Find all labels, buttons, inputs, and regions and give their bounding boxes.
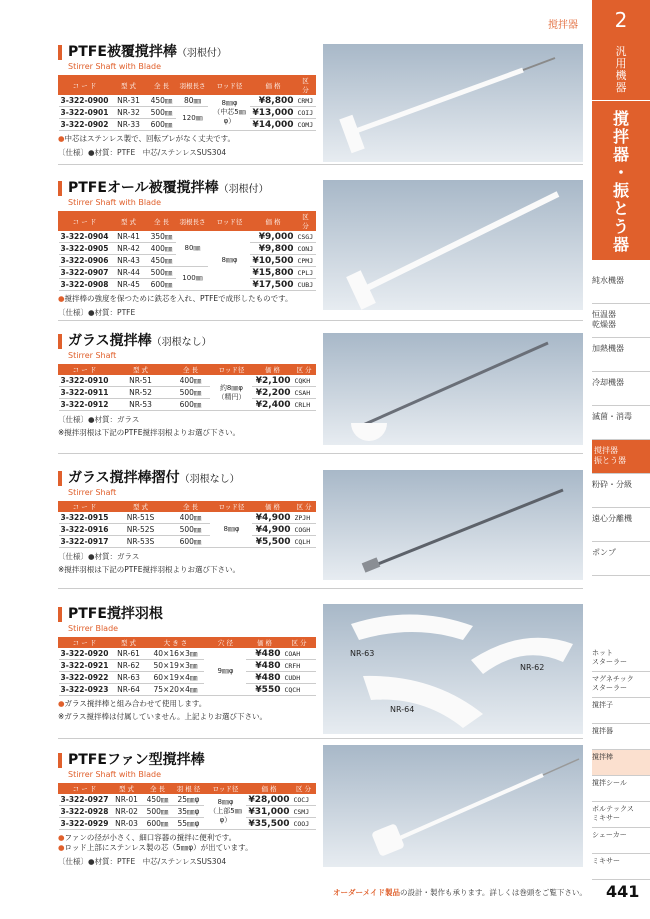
product-table: コ ー ド 型 式 全 長 羽根長さ ロッド径 価 格 区 分 3-322-0900 NR-31 450㎜ 80㎜ 8㎜φ （中芯5㎜φ） ¥8,800 CRMJ 3-322-0901 NR-32 500㎜ 120㎜ ¥13,000 COIJ 3-322-0902 NR-33 600㎜ ¥14,000 COMJ — [58, 75, 316, 131]
table-row: 3-322-0915 NR-51S 400㎜ 8㎜φ ¥4,900 ZPJH — [59, 512, 316, 524]
note-extra: ※撹拌羽根は下記のPTFE撹拌羽根よりお選び下さい。 — [58, 565, 240, 574]
header-category: 撹拌器 — [548, 20, 578, 31]
table-row: 3-322-0908 NR-45 600㎜ ¥17,500 CUBJ — [59, 279, 316, 291]
section-number: 2 — [592, 0, 650, 40]
side-nav-sub-item[interactable]: 撹拌シール — [592, 776, 650, 802]
side-nav-sub-item[interactable]: ボルテックス ミキサー — [592, 802, 650, 828]
product-table: コ ー ド 型 式 全 長 羽 根 径 ロッド径 価 格 区 分 3-322-0927 NR-01 450㎜ 25㎜φ 8㎜φ （上部5㎜φ） ¥28,000 COCJ 3-322-0928 NR-02 500㎜ 35㎜φ ¥31,000 CSMJ 3-322-0929 NR-03 600㎜ 55㎜φ ¥35,500 COOJ — [58, 783, 316, 830]
glass-rod-image — [323, 333, 583, 445]
side-nav-item[interactable]: 冷却機器 — [592, 372, 650, 406]
table-row: 3-322-0920 NR-61 40×16×3㎜ 9㎜φ ¥480 COAH — [59, 648, 316, 660]
section-title: PTFEオール被覆撹拌棒（羽根付） — [58, 180, 583, 197]
table-row: 3-322-0921 NR-62 50×19×3㎜ ¥480 CRFH — [59, 660, 316, 672]
note: ●ガラス撹拌棒と組み合わせて使用します。 — [58, 699, 207, 708]
chapter-tab[interactable] — [592, 40, 650, 260]
table-row: 3-322-0923 NR-64 75×20×4㎜ ¥550 CQCH — [59, 684, 316, 696]
note: ●ファンの径が小さく、細口容器の撹拌に便利です。 — [58, 833, 237, 842]
tab-main-label: 撹 拌 器 ・ 振 と う 器 — [612, 109, 629, 254]
spec: 〔仕様〕●材質：PTFE 中芯/ステンレスSUS304 — [58, 857, 227, 866]
spec: 〔仕様〕●材質：PTFE — [58, 308, 136, 317]
table-row: 3-322-0901 NR-32 500㎜ 120㎜ ¥13,000 COIJ — [59, 107, 316, 119]
side-nav-sub-item[interactable]: 撹拌器 — [592, 724, 650, 750]
product-photo-ptfe-coated — [323, 44, 583, 162]
table-row: 3-322-0912 NR-53 600㎜ ¥2,400 CRLH — [59, 399, 316, 411]
side-nav — [592, 270, 650, 576]
note: ●撹拌棒の強度を保つために鉄芯を入れ、PTFEで成形したものです。 — [58, 294, 293, 303]
table-row: 3-322-0916 NR-52S 500㎜ ¥4,900 COGH — [59, 524, 316, 536]
side-nav-item[interactable]: ポンプ — [592, 542, 650, 576]
side-nav-item[interactable]: 撹拌器 振とう器 — [592, 440, 650, 474]
side-nav-sub-item[interactable]: ミキサー — [592, 854, 650, 880]
side-nav-sub-item[interactable]: 撹拌子 — [592, 698, 650, 724]
table-row: 3-322-0922 NR-63 60×19×4㎜ ¥480 CUDH — [59, 672, 316, 684]
table-row: 3-322-0911 NR-52 500㎜ ¥2,200 CSAH — [59, 387, 316, 399]
product-photo-fan — [323, 745, 583, 867]
side-nav-sub-item[interactable]: 撹拌棒 — [592, 750, 650, 776]
note: ●中芯はステンレス製で、回転ブレがなく丈夫です。 — [58, 134, 236, 143]
product-table: コ ー ド 型 式 全 長 羽根長さ ロッド径 価 格 区 分 3-322-0904 NR-41 350㎜ 80㎜ 8㎜φ ¥9,000 CSGJ 3-322-0905 NR-42 400㎜ ¥9,800 CONJ 3-322-0906 NR-43 450㎜ ¥10,500 CPMJ 3-322-0907 NR-44 500㎜ 100㎜ ¥15,800 CPLJ 3-322-0908 NR-45 600㎜ ¥17,500 CUBJ — [58, 211, 316, 291]
section-title: PTFE撹拌羽根 — [58, 606, 583, 623]
table-row: 3-322-0917 NR-53S 600㎜ ¥5,500 CQLH — [59, 536, 316, 548]
table-row: 3-322-0927 NR-01 450㎜ 25㎜φ 8㎜φ （上部5㎜φ） ¥28,000 COCJ — [59, 794, 316, 806]
product-photo-glass-rod-ground — [323, 470, 583, 580]
section-title: ガラス撹拌棒（羽根なし） — [58, 333, 583, 350]
glass-rod-image — [323, 470, 583, 580]
fan-rod-image — [323, 745, 583, 867]
tab-sub-label: 汎 用 機 器 — [592, 46, 650, 101]
footer-note: オーダーメイド製品の設計・製作も承ります。詳しくは巻頭をご覧下さい。 — [333, 888, 587, 897]
section-subtitle: Stirrer Shaft with Blade — [68, 198, 161, 207]
spec: 〔仕様〕●材質：PTFE 中芯/ステンレスSUS304 — [58, 148, 227, 157]
side-nav-sub-item[interactable]: シェーカー — [592, 828, 650, 854]
table-row: 3-322-0902 NR-33 600㎜ ¥14,000 COMJ — [59, 119, 316, 131]
section-subtitle: Stirrer Blade — [68, 624, 119, 633]
side-nav-sub-item[interactable]: マグネチック スターラー — [592, 672, 650, 698]
product-table: コ ー ド 型 式 全 長 ロッド径 価 格 区 分 3-322-0910 NR-51 400㎜ 約8㎜φ （精円） ¥2,100 CQKH 3-322-0911 NR-52 500㎜ ¥2,200 CSAH 3-322-0912 NR-53 600㎜ ¥2,400 CRLH — [58, 364, 316, 411]
table-row: 3-322-0928 NR-02 500㎜ 35㎜φ ¥31,000 CSMJ — [59, 806, 316, 818]
blade-label: NR-62 — [520, 663, 545, 672]
note-extra: ※撹拌羽根は下記のPTFE撹拌羽根よりお選び下さい。 — [58, 428, 240, 437]
product-table: コ ー ド 型 式 全 長 ロッド径 価 格 区 分 3-322-0915 NR-51S 400㎜ 8㎜φ ¥4,900 ZPJH 3-322-0916 NR-52S 500㎜ ¥4,900 COGH 3-322-0917 NR-53S 600㎜ ¥5,500 CQLH — [58, 501, 316, 548]
stirrer-rod-image — [323, 44, 583, 162]
product-table: コ ー ド 型 式 大 き さ 穴 径 価 格 区 分 3-322-0920 NR-61 40×16×3㎜ 9㎜φ ¥480 COAH 3-322-0921 NR-62 50×19×3㎜ ¥480 CRFH 3-322-0922 NR-63 60×19×4㎜ ¥480 CUDH 3-322-0923 NR-64 75×20×4㎜ ¥550 CQCH — [58, 637, 316, 696]
stirrer-rod-image — [323, 180, 583, 310]
table-row: 3-322-0904 NR-41 350㎜ 80㎜ 8㎜φ ¥9,000 CSGJ — [59, 231, 316, 243]
spec: 〔仕様〕●材質：ガラス — [58, 552, 140, 561]
side-nav-item[interactable]: 加熱機器 — [592, 338, 650, 372]
table-row: 3-322-0910 NR-51 400㎜ 約8㎜φ （精円） ¥2,100 CQKH — [59, 375, 316, 387]
table-row: 3-322-0929 NR-03 600㎜ 55㎜φ ¥35,500 COOJ — [59, 818, 316, 830]
side-nav-item[interactable]: 粉砕・分級 — [592, 474, 650, 508]
divider — [58, 320, 583, 321]
divider — [58, 453, 583, 454]
section-title: ガラス撹拌棒摺付（羽根なし） — [58, 470, 583, 487]
spec: 〔仕様〕●材質：ガラス — [58, 415, 140, 424]
note: ●ロッド上部にステンレス製の芯（5㎜φ）が出ています。 — [58, 843, 253, 852]
section-title: PTFEファン型撹拌棒 — [58, 752, 583, 769]
side-nav-sub — [592, 646, 650, 880]
section-title: PTFE被覆撹拌棒（羽根付） — [58, 44, 583, 61]
blade-label: NR-64 — [390, 705, 415, 714]
side-nav-item[interactable]: 滅菌・消毒 — [592, 406, 650, 440]
section-subtitle: Stirrer Shaft — [68, 351, 117, 360]
side-nav-item[interactable]: 遠心分離機 — [592, 508, 650, 542]
note-extra: ※ガラス撹拌棒は付属していません。上記よりお選び下さい。 — [58, 712, 268, 721]
section-subtitle: Stirrer Shaft — [68, 488, 117, 497]
page-number: 441 — [606, 882, 640, 901]
section-subtitle: Stirrer Shaft with Blade — [68, 62, 161, 71]
divider — [58, 588, 583, 589]
divider — [58, 164, 583, 165]
table-row: 3-322-0900 NR-31 450㎜ 80㎜ 8㎜φ （中芯5㎜φ） ¥8,800 CRMJ — [59, 95, 316, 107]
blade-label: NR-63 — [350, 649, 375, 658]
product-photo-ptfe-all-coated — [323, 180, 583, 310]
table-row: 3-322-0907 NR-44 500㎜ 100㎜ ¥15,800 CPLJ — [59, 267, 316, 279]
side-nav-sub-item[interactable]: ホット スターラー — [592, 646, 650, 672]
table-row: 3-322-0905 NR-42 400㎜ ¥9,800 CONJ — [59, 243, 316, 255]
table-row: 3-322-0906 NR-43 450㎜ ¥10,500 CPMJ — [59, 255, 316, 267]
side-nav-item[interactable]: 純水機器 — [592, 270, 650, 304]
section-subtitle: Stirrer Shaft with Blade — [68, 770, 161, 779]
side-nav-item[interactable]: 恒温器 乾燥器 — [592, 304, 650, 338]
divider — [58, 738, 583, 739]
product-photo-glass-rod — [323, 333, 583, 445]
